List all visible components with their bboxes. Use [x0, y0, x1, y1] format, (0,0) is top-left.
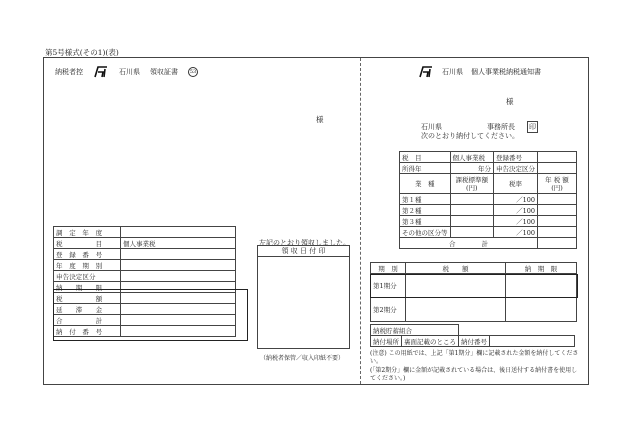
- receipt-header: [55, 66, 198, 78]
- tax-item-label: 税 目: [400, 152, 451, 163]
- total-label: 合 計: [400, 238, 538, 249]
- period-table: [370, 262, 577, 322]
- office-chief: 事務所長: [487, 123, 515, 131]
- receipt-row-value: [121, 315, 236, 326]
- pay-place-label: 納付場所: [371, 336, 402, 347]
- total-value: [538, 238, 577, 249]
- industry-rate: ／100: [494, 227, 538, 238]
- industry-base: [450, 205, 494, 216]
- decision-label: 申告決定区分: [494, 163, 538, 174]
- industry-amount: [538, 205, 577, 216]
- period-amount-header: 税 額: [406, 263, 506, 274]
- receipt-row-value: [121, 249, 236, 260]
- form-title: 第5号様式(その1)(表): [45, 48, 119, 57]
- receipt-table: [53, 226, 236, 337]
- industry-amount: [538, 194, 577, 205]
- request-text: 次のとおり納付してください。: [421, 132, 519, 140]
- notice-doc-title: 個人事業税納税通知書: [471, 68, 541, 76]
- receipt-row: [54, 304, 236, 315]
- header-kind: 業 種: [400, 174, 451, 194]
- official-seal: 印: [529, 123, 536, 131]
- receipt-row-value: [121, 282, 236, 293]
- receipt-row-label: 納 期 限: [54, 282, 121, 293]
- receipt-row: [54, 293, 236, 304]
- receipt-row-label: 年 度 期 別: [54, 260, 121, 271]
- period-deadline: [506, 274, 577, 298]
- industry-row: [400, 194, 577, 205]
- receipt-row-value: [121, 260, 236, 271]
- industry-row: [400, 216, 577, 227]
- receipt-row-label: 延 滞 金: [54, 304, 121, 315]
- pay-no-label: 納付番号: [459, 336, 490, 347]
- period-deadline-header: 納 期 限: [506, 263, 577, 274]
- period-amount: [406, 298, 506, 322]
- industry-kind: 第１種: [400, 194, 451, 205]
- receipt-row-value: [121, 293, 236, 304]
- industry-kind: 第３種: [400, 216, 451, 227]
- year-suffix: 年分: [450, 163, 494, 174]
- pay-place-value: 裏面記載のところ: [402, 336, 459, 347]
- payment-table: [370, 324, 575, 347]
- receipt-row-label: 納 付 番 号: [54, 326, 121, 337]
- receipt-row: [54, 282, 236, 293]
- reg-no-label: 登録番号: [494, 152, 538, 163]
- receipt-honorific: 様: [316, 115, 324, 124]
- receipt-row: [54, 249, 236, 260]
- receipt-row-value: [121, 271, 236, 282]
- receipt-row-label: 合 計: [54, 315, 121, 326]
- receipt-row-label: 税 額: [54, 293, 121, 304]
- receipt-doc-title: 領収証書: [150, 68, 178, 76]
- period-row: [371, 298, 577, 322]
- reg-no-value: [538, 152, 577, 163]
- receipt-row-label: 登 録 番 号: [54, 249, 121, 260]
- industry-rate: ／100: [494, 194, 538, 205]
- receipt-row-label: 税 目: [54, 238, 121, 249]
- industry-row: [400, 205, 577, 216]
- notice-honorific: 様: [506, 97, 514, 106]
- period-amount: [406, 274, 506, 298]
- industry-base: [450, 227, 494, 238]
- notice-issuer: 石川県: [442, 68, 463, 76]
- note-2: (「第2期分」欄に金額が記載されている場合は、後日送付する納付書を使用してください。): [370, 367, 578, 382]
- period-label: 第2期分: [371, 298, 406, 322]
- industry-rate: ／100: [494, 205, 538, 216]
- receipt-row-label: 申告決定区分: [54, 271, 121, 282]
- circle-mark: 53: [189, 69, 197, 75]
- industry-base: [450, 216, 494, 227]
- industry-kind: 第２種: [400, 205, 451, 216]
- notice-header: [418, 66, 541, 78]
- pay-no-value: [490, 336, 575, 347]
- receipt-row-value: [121, 326, 236, 337]
- period-deadline: [506, 298, 577, 322]
- office-prefecture: 石川県: [421, 123, 442, 131]
- stamp-box: [257, 245, 350, 349]
- receipt-row-label: 調 定 年 度: [54, 227, 121, 238]
- receipt-row-value: 個人事業税: [121, 238, 236, 249]
- perforation-line: [360, 58, 361, 384]
- year-label: 所得年: [400, 163, 451, 174]
- industry-base: [450, 194, 494, 205]
- stamp-note: （納税者保管／収入印紙不要）: [260, 355, 345, 362]
- header-base: 課税標準額 (円): [450, 174, 494, 194]
- industry-amount: [538, 227, 577, 238]
- period-label: 第1期分: [371, 274, 406, 298]
- tax-item-value: 個人事業税: [450, 152, 494, 163]
- header-rate: 税率: [494, 174, 538, 194]
- industry-amount: [538, 216, 577, 227]
- receipt-issuer: 石川県: [119, 68, 140, 76]
- prefecture-logo-icon: [93, 66, 109, 78]
- receipt-row: [54, 315, 236, 326]
- header-amount: 年 税 額 (円): [538, 174, 577, 194]
- tax-detail-table: [399, 151, 577, 249]
- industry-row: [400, 227, 577, 238]
- receipt-row: [54, 326, 236, 337]
- decision-value: [538, 163, 577, 174]
- prefecture-logo-icon: [418, 66, 434, 78]
- receipt-row: [54, 227, 236, 238]
- receipt-row: [54, 271, 236, 282]
- savings-label: 納税貯蓄組合: [371, 325, 459, 336]
- payer-copy-label: 納税者控: [55, 68, 83, 76]
- received-text: 左記のとおり領収しました。: [259, 239, 350, 247]
- receipt-row: [54, 238, 236, 249]
- note-1: (注意) この用紙では、上記「第1期分」欄に記載された金額を納付してください。: [370, 350, 579, 365]
- period-row: [371, 274, 577, 298]
- receipt-row-value: [121, 227, 236, 238]
- receipt-row-value: [121, 304, 236, 315]
- industry-kind: その他の区分等: [400, 227, 451, 238]
- period-header: 期 別: [371, 263, 406, 274]
- stamp-label: 領 収 日 付 印: [258, 246, 349, 257]
- receipt-row: [54, 260, 236, 271]
- industry-rate: ／100: [494, 216, 538, 227]
